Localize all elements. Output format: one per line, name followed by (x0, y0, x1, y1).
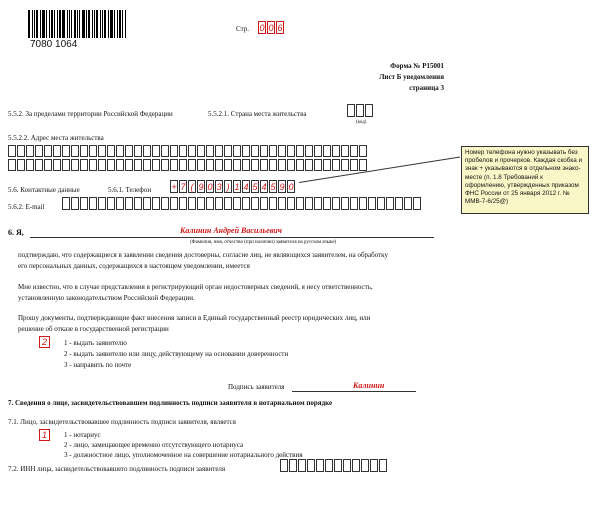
section-552-label: 5.5.2. За пределами территории Российской Федерации (8, 110, 173, 118)
email-cell[interactable] (206, 197, 214, 210)
address-cell[interactable] (305, 145, 313, 157)
barcode-bar (82, 10, 85, 38)
barcode-bar (104, 10, 106, 38)
barcode-bar (117, 10, 118, 38)
email-cell[interactable] (161, 197, 169, 210)
address-cell[interactable] (269, 145, 277, 157)
inn-cell[interactable] (379, 459, 387, 472)
address-cell[interactable] (35, 159, 43, 171)
email-cell[interactable] (404, 197, 412, 210)
email-cell[interactable] (89, 197, 97, 210)
email-cell[interactable] (296, 197, 304, 210)
email-cell[interactable] (395, 197, 403, 210)
barcode-bar (102, 10, 103, 38)
phone-digit-cell[interactable]: 0 (207, 181, 213, 192)
barcode-bar (77, 10, 78, 38)
address-cell[interactable] (44, 159, 52, 171)
address-cell[interactable] (251, 159, 259, 171)
country-code-boxes[interactable] (347, 104, 374, 117)
inn-cell[interactable] (325, 459, 333, 472)
form-page: страница 3 (409, 84, 444, 92)
address-cell[interactable] (206, 159, 214, 171)
confirm-text-2: его персональных данных, содержащихся в настоящем уведомлении, имеется (18, 262, 250, 270)
form-sheet: Лист Б уведомления (379, 73, 444, 81)
barcode-bar (108, 10, 109, 38)
email-cell[interactable] (386, 197, 394, 210)
address-cell[interactable] (260, 159, 268, 171)
barcode-bar (46, 10, 47, 38)
section-72-label: 7.2. ИНН лица, засвидетельствовавшего подлинность подписи заявителя (8, 465, 226, 473)
barcode-bar (79, 10, 80, 38)
address-cell[interactable] (35, 145, 43, 157)
address-boxes[interactable] (8, 145, 368, 173)
barcode-bar (62, 10, 65, 38)
address-cell[interactable] (350, 145, 358, 157)
address-cell[interactable] (233, 145, 241, 157)
phone-digit-cell[interactable]: 9 (279, 181, 285, 192)
email-cell[interactable] (323, 197, 331, 210)
address-cell[interactable] (260, 145, 268, 157)
email-cell[interactable] (269, 197, 277, 210)
address-cell[interactable] (215, 145, 223, 157)
email-cell[interactable] (287, 197, 295, 210)
page-number-boxes (258, 21, 285, 34)
address-cell[interactable] (224, 145, 232, 157)
address-cell[interactable] (269, 159, 277, 171)
barcode-bar (67, 10, 68, 38)
responsibility-text-2: установленную законодательством Российской Федерации. (18, 294, 195, 302)
address-row (8, 145, 368, 157)
inn-cell[interactable] (334, 459, 342, 472)
email-cell[interactable] (152, 197, 160, 210)
address-cell[interactable] (278, 159, 286, 171)
address-cell[interactable] (134, 159, 142, 171)
address-cell[interactable] (359, 145, 367, 157)
email-cell[interactable] (215, 197, 223, 210)
page-number-digit: 0 (259, 22, 265, 33)
inn-cell[interactable] (352, 459, 360, 472)
phone-digit-cell[interactable]: 7 (180, 181, 186, 192)
barcode-bar (54, 10, 55, 38)
address-cell[interactable] (206, 145, 214, 157)
phone-digit-cell[interactable]: 3 (216, 181, 222, 192)
applicant-signature: Калинин (353, 381, 385, 390)
inn-cell[interactable] (298, 459, 306, 472)
address-cell[interactable] (179, 159, 187, 171)
inn-cell[interactable] (289, 459, 297, 472)
address-cell[interactable] (116, 159, 124, 171)
inn-cell[interactable] (316, 459, 324, 472)
address-cell[interactable] (314, 145, 322, 157)
address-cell[interactable] (332, 145, 340, 157)
email-cell[interactable] (368, 197, 376, 210)
barcode-bar (57, 10, 58, 38)
email-cell[interactable] (170, 197, 178, 210)
barcode-bar (40, 10, 41, 38)
barcode-bar (69, 10, 70, 38)
phone-digit-cell[interactable]: 5 (252, 181, 258, 192)
address-cell[interactable] (8, 159, 16, 171)
address-cell[interactable] (341, 159, 349, 171)
address-cell[interactable] (143, 159, 151, 171)
notary-option-2: 2 - лицо, замещающее временно отсутствующего нотариуса (64, 441, 244, 449)
address-cell[interactable] (134, 145, 142, 157)
name-hint: (Фамилия, имя, отчество (при наличии) заявителя на русском языке) (190, 240, 337, 245)
address-cell[interactable] (233, 159, 241, 171)
email-cell[interactable] (314, 197, 322, 210)
email-boxes[interactable] (62, 197, 422, 210)
address-cell[interactable] (53, 159, 61, 171)
phone-label: 5.6.1. Телефон (108, 186, 152, 194)
barcode-number: 7080 1064 (30, 39, 78, 50)
page-number-digit: 6 (277, 22, 283, 33)
phone-digit-cell[interactable]: 5 (270, 181, 276, 192)
email-cell[interactable] (80, 197, 88, 210)
address-cell[interactable] (53, 145, 61, 157)
inn-boxes[interactable] (280, 459, 388, 472)
address-cell[interactable] (179, 145, 187, 157)
address-cell[interactable] (161, 145, 169, 157)
address-cell[interactable] (323, 145, 331, 157)
address-cell[interactable] (197, 159, 205, 171)
barcode-bar (96, 10, 98, 38)
barcode-bar (114, 10, 115, 38)
email-cell[interactable] (377, 197, 385, 210)
address-cell[interactable] (44, 145, 52, 157)
address-cell[interactable] (89, 145, 97, 157)
address-cell[interactable] (296, 159, 304, 171)
email-cell[interactable] (71, 197, 79, 210)
address-cell[interactable] (98, 159, 106, 171)
email-cell[interactable] (260, 197, 268, 210)
email-cell[interactable] (107, 197, 115, 210)
country-code-cell[interactable] (365, 104, 373, 117)
barcode-bar (36, 10, 38, 38)
email-cell[interactable] (116, 197, 124, 210)
address-cell[interactable] (188, 159, 196, 171)
notary-type-choice[interactable]: 1 (39, 429, 50, 441)
address-cell[interactable] (152, 145, 160, 157)
barcode-bar (28, 10, 30, 38)
address-cell[interactable] (125, 159, 133, 171)
email-cell[interactable] (233, 197, 241, 210)
address-cell[interactable] (125, 145, 133, 157)
issue-option-2: 2 - выдать заявителю или лицу, действующему на основании доверенности (64, 350, 289, 358)
country-label: 5.5.2.1. Страна места жительства (208, 110, 307, 118)
address-cell[interactable] (80, 159, 88, 171)
email-cell[interactable] (179, 197, 187, 210)
address-cell[interactable] (359, 159, 367, 171)
email-cell[interactable] (305, 197, 313, 210)
country-code-cell[interactable] (347, 104, 355, 117)
barcode-bar (32, 10, 33, 38)
email-cell[interactable] (350, 197, 358, 210)
address-cell[interactable] (314, 159, 322, 171)
barcode-bar (51, 10, 53, 38)
address-cell[interactable] (278, 145, 286, 157)
address-cell[interactable] (116, 145, 124, 157)
phone-boxes[interactable] (170, 180, 296, 193)
phone-digit-cell[interactable]: + (171, 181, 177, 192)
barcode-bar (92, 10, 93, 38)
inn-cell[interactable] (361, 459, 369, 472)
inn-cell[interactable] (307, 459, 315, 472)
address-cell[interactable] (107, 145, 115, 157)
address-cell[interactable] (323, 159, 331, 171)
issue-option-3: 3 - направить по почте (64, 361, 132, 369)
email-cell[interactable] (359, 197, 367, 210)
notary-option-1: 1 - нотариус (64, 431, 101, 439)
phone-digit-cell[interactable]: ( (188, 180, 196, 193)
barcode-bar (125, 10, 126, 38)
email-cell[interactable] (341, 197, 349, 210)
address-cell[interactable] (17, 159, 25, 171)
barcode-bar (119, 10, 121, 38)
address-cell[interactable] (341, 145, 349, 157)
signature-label: Подпись заявителя (228, 383, 285, 391)
address-cell[interactable] (188, 145, 196, 157)
email-cell[interactable] (125, 197, 133, 210)
section-71-label: 7.1. Лицо, засвидетельствовавшее подлинность подписи заявителя, является (8, 418, 237, 426)
issue-method-choice[interactable]: 2 (39, 336, 50, 348)
address-cell[interactable] (251, 145, 259, 157)
phone-digit-cell[interactable]: 4 (261, 181, 267, 192)
page-label: Стр. (236, 25, 249, 33)
address-cell[interactable] (296, 145, 304, 157)
address-cell[interactable] (305, 159, 313, 171)
email-cell[interactable] (188, 197, 196, 210)
applicant-name: Калинин Андрей Васильевич (180, 226, 282, 235)
barcode-bar (86, 10, 87, 38)
page-number-digit: 0 (268, 22, 274, 33)
address-cell[interactable] (170, 159, 178, 171)
email-cell[interactable] (251, 197, 259, 210)
email-cell[interactable] (332, 197, 340, 210)
address-cell[interactable] (62, 145, 70, 157)
phone-digit-cell[interactable]: 9 (198, 181, 204, 192)
barcode-bar (94, 10, 95, 38)
barcode (28, 10, 127, 38)
email-cell[interactable] (224, 197, 232, 210)
address-row (8, 159, 368, 171)
address-cell[interactable] (287, 145, 295, 157)
address-cell[interactable] (71, 145, 79, 157)
phone-digit-cell[interactable]: 1 (234, 181, 240, 192)
inn-cell[interactable] (280, 459, 288, 472)
barcode-bar (42, 10, 45, 38)
signature-line (292, 391, 416, 392)
email-cell[interactable] (62, 197, 70, 210)
barcode-bar (122, 10, 123, 38)
phone-hint-callout: Номер телефона нужно указывать без пробелов и прочерков. Каждая скобка и знак + указываются в отдельном знако-месте (п. 1.8 Требований к оформлению, утвержденных приказом ФНС России от 25 января 2012 г. № ММВ-7-6/25@) (461, 146, 589, 214)
address-cell[interactable] (197, 145, 205, 157)
barcode-bar (59, 10, 61, 38)
address-cell[interactable] (62, 159, 70, 171)
address-cell[interactable] (17, 145, 25, 157)
barcode-bar (49, 10, 50, 38)
confirm-text-1: подтверждаю, что содержащиеся в заявлении сведения достоверны, согласие лиц, не являющихся заявителем, на обработку (18, 251, 388, 259)
email-cell[interactable] (98, 197, 106, 210)
code-hint: (код) (356, 120, 367, 125)
address-cell[interactable] (161, 159, 169, 171)
section-56-label: 5.6. Контактные данные (8, 186, 80, 194)
address-cell[interactable] (287, 159, 295, 171)
phone-digit-cell[interactable]: ) (224, 180, 232, 193)
section-6-label: 6. Я, (8, 228, 24, 237)
email-cell[interactable] (278, 197, 286, 210)
form-title: Форма № Р15001 (390, 62, 444, 70)
barcode-bar (110, 10, 113, 38)
inn-cell[interactable] (343, 459, 351, 472)
address-cell[interactable] (107, 159, 115, 171)
address-cell[interactable] (80, 145, 88, 157)
phone-digit-cell[interactable]: 0 (288, 181, 294, 192)
barcode-bar (74, 10, 76, 38)
address-cell[interactable] (71, 159, 79, 171)
request-text-1: Прошу документы, подтверждающие факт внесения записи в Единый государственный реестр юридических лиц, или (18, 314, 371, 322)
name-underline (30, 237, 434, 238)
email-cell[interactable] (197, 197, 205, 210)
email-cell[interactable] (134, 197, 142, 210)
address-cell[interactable] (26, 145, 34, 157)
address-cell[interactable] (350, 159, 358, 171)
barcode-bar (71, 10, 72, 38)
address-cell[interactable] (242, 145, 250, 157)
address-cell[interactable] (143, 145, 151, 157)
section-7-title: 7. Сведения о лице, засвидетельствовавшем подлинность подписи заявителя в нотариальном порядке (8, 399, 333, 407)
address-cell[interactable] (26, 159, 34, 171)
address-cell[interactable] (89, 159, 97, 171)
address-cell[interactable] (332, 159, 340, 171)
barcode-bar (88, 10, 90, 38)
request-text-2: решение об отказе в государственной регистрации (18, 325, 169, 333)
barcode-bar (100, 10, 101, 38)
section-562-label: 5.6.2. E-mail (8, 203, 45, 211)
phone-digit-cell[interactable]: 4 (243, 181, 249, 192)
email-cell[interactable] (413, 197, 421, 210)
inn-cell[interactable] (370, 459, 378, 472)
barcode-bar (34, 10, 35, 38)
address-cell[interactable] (170, 145, 178, 157)
section-5522-label: 5.5.2.2. Адрес места жительства (8, 134, 104, 142)
address-cell[interactable] (152, 159, 160, 171)
country-code-cell[interactable] (356, 104, 364, 117)
address-cell[interactable] (8, 145, 16, 157)
notary-option-3: 3 - должностное лицо, уполномоченное на совершение нотариального действия (64, 451, 303, 459)
address-cell[interactable] (98, 145, 106, 157)
email-cell[interactable] (242, 197, 250, 210)
email-cell[interactable] (143, 197, 151, 210)
address-cell[interactable] (215, 159, 223, 171)
address-cell[interactable] (242, 159, 250, 171)
issue-option-1: 1 - выдать заявителю (64, 339, 127, 347)
responsibility-text-1: Мне известно, что в случае представления в регистрирующий орган недостоверных сведений, я несу ответственность, (18, 283, 373, 291)
address-cell[interactable] (224, 159, 232, 171)
